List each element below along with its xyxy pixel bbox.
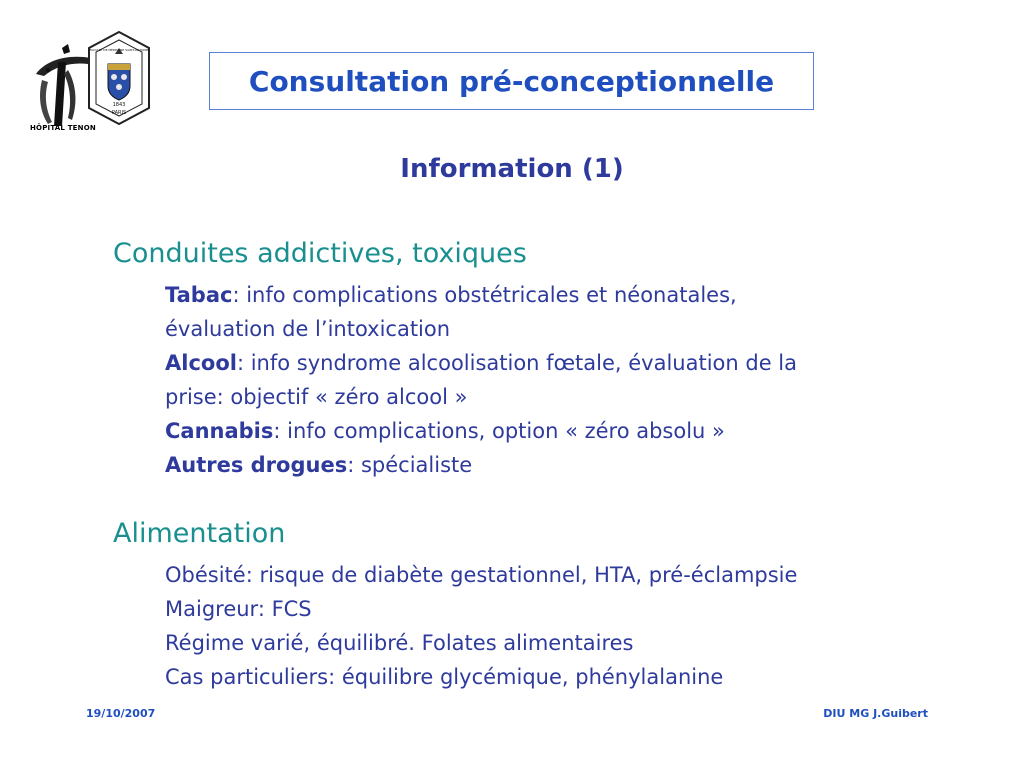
- item-text: : spécialiste: [347, 453, 473, 477]
- list-item: [165, 414, 965, 448]
- item-text: évaluation de l’intoxication: [165, 317, 451, 341]
- item-text: Obésité: risque de diabète gestationnel, HTA, pré-éclampsie: [165, 563, 798, 587]
- section-heading-alimentation: Alimentation: [113, 518, 286, 549]
- item-text: prise: objectif « zéro alcool »: [165, 385, 468, 409]
- section-body-alimentation: [165, 558, 965, 694]
- faculte-city: PARIS: [111, 110, 127, 116]
- list-item: [165, 626, 965, 660]
- footer-author: DIU MG J.Guibert: [823, 707, 928, 720]
- footer-date: 19/10/2007: [86, 707, 156, 720]
- slide-subtitle: Information (1): [400, 154, 624, 184]
- item-text: : info syndrome alcoolisation fœtale, évaluation de la: [236, 351, 798, 375]
- faculte-medecine-seal-icon: [86, 30, 152, 126]
- item-text: : info complications, option « zéro absolu »: [273, 419, 725, 443]
- hopital-tenon-caption: HÔPITAL TENON: [30, 124, 96, 132]
- item-text: Maigreur: FCS: [165, 597, 312, 621]
- item-keyword: Autres drogues: [165, 453, 348, 477]
- item-keyword: Tabac: [165, 283, 233, 307]
- list-item: [165, 346, 965, 380]
- faculte-ring-text: FACULTÉ DE MÉDECINE SAINT-ANTOINE: [89, 48, 149, 52]
- list-item: [165, 660, 965, 694]
- list-item: [165, 312, 965, 346]
- list-item: [165, 278, 965, 312]
- item-keyword: Alcool: [165, 351, 237, 375]
- list-item: [165, 380, 965, 414]
- slide-title: Consultation pré-conceptionnelle: [248, 64, 775, 98]
- item-text: Régime varié, équilibré. Folates alimentaires: [165, 631, 634, 655]
- list-item: [165, 592, 965, 626]
- faculte-year: 1843: [112, 102, 126, 108]
- section-body-addictions: [165, 278, 965, 482]
- section-heading-addictions: Conduites addictives, toxiques: [113, 238, 527, 269]
- item-keyword: Cannabis: [165, 419, 274, 443]
- item-text: Cas particuliers: équilibre glycémique, phénylalanine: [165, 665, 724, 689]
- list-item: [165, 448, 965, 482]
- list-item: [165, 558, 965, 592]
- title-box: [209, 52, 814, 110]
- item-text: : info complications obstétricales et néonatales,: [232, 283, 737, 307]
